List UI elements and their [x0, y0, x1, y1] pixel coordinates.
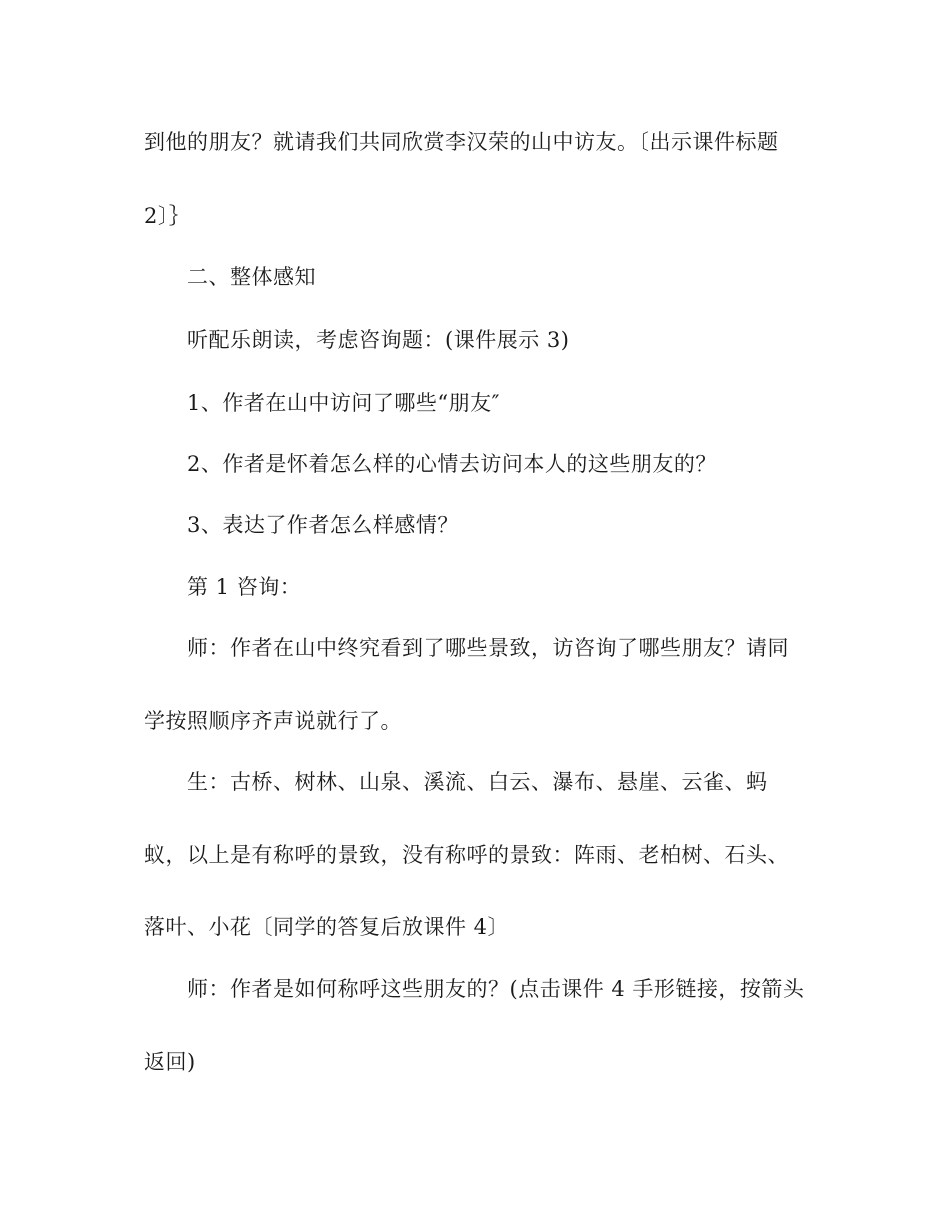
- paragraph-line-1: 到他的朋友？就请我们共同欣赏李汉荣的山中访友。〔出示课件标题: [144, 130, 779, 154]
- paragraph-line-2: 2〕｝: [144, 204, 191, 228]
- question-2: 2、作者是怀着怎么样的心情去访问本人的这些朋友的？: [187, 452, 717, 476]
- question-1-heading: 第 1 咨询：: [187, 575, 302, 599]
- question-3: 3、表达了作者怎么样感情？: [187, 513, 459, 537]
- student-line-1: 生：古桥、树林、山泉、溪流、白云、瀑布、悬崖、云雀、蚂: [187, 770, 768, 794]
- teacher-line-2-cont: 返回): [144, 1050, 196, 1074]
- section-heading: 二、整体感知: [187, 265, 316, 289]
- question-1: 1、作者在山中访问了哪些“朋友″: [187, 391, 500, 415]
- teacher-line-1-cont: 学按照顺序齐声说就行了。: [144, 709, 402, 733]
- student-line-2: 蚁，以上是有称呼的景致，没有称呼的景致：阵雨、老柏树、石头、: [144, 843, 789, 867]
- teacher-line-2: 师：作者是如何称呼这些朋友的？(点击课件 4 手形链接，按箭头: [187, 977, 805, 1001]
- paragraph-line-4: 听配乐朗读，考虑咨询题：(课件展示 3): [187, 328, 570, 352]
- teacher-line-1: 师：作者在山中终究看到了哪些景致，访咨询了哪些朋友？请同: [187, 636, 789, 660]
- student-line-3: 落叶、小花〔同学的答复后放课件 4〕: [144, 915, 510, 939]
